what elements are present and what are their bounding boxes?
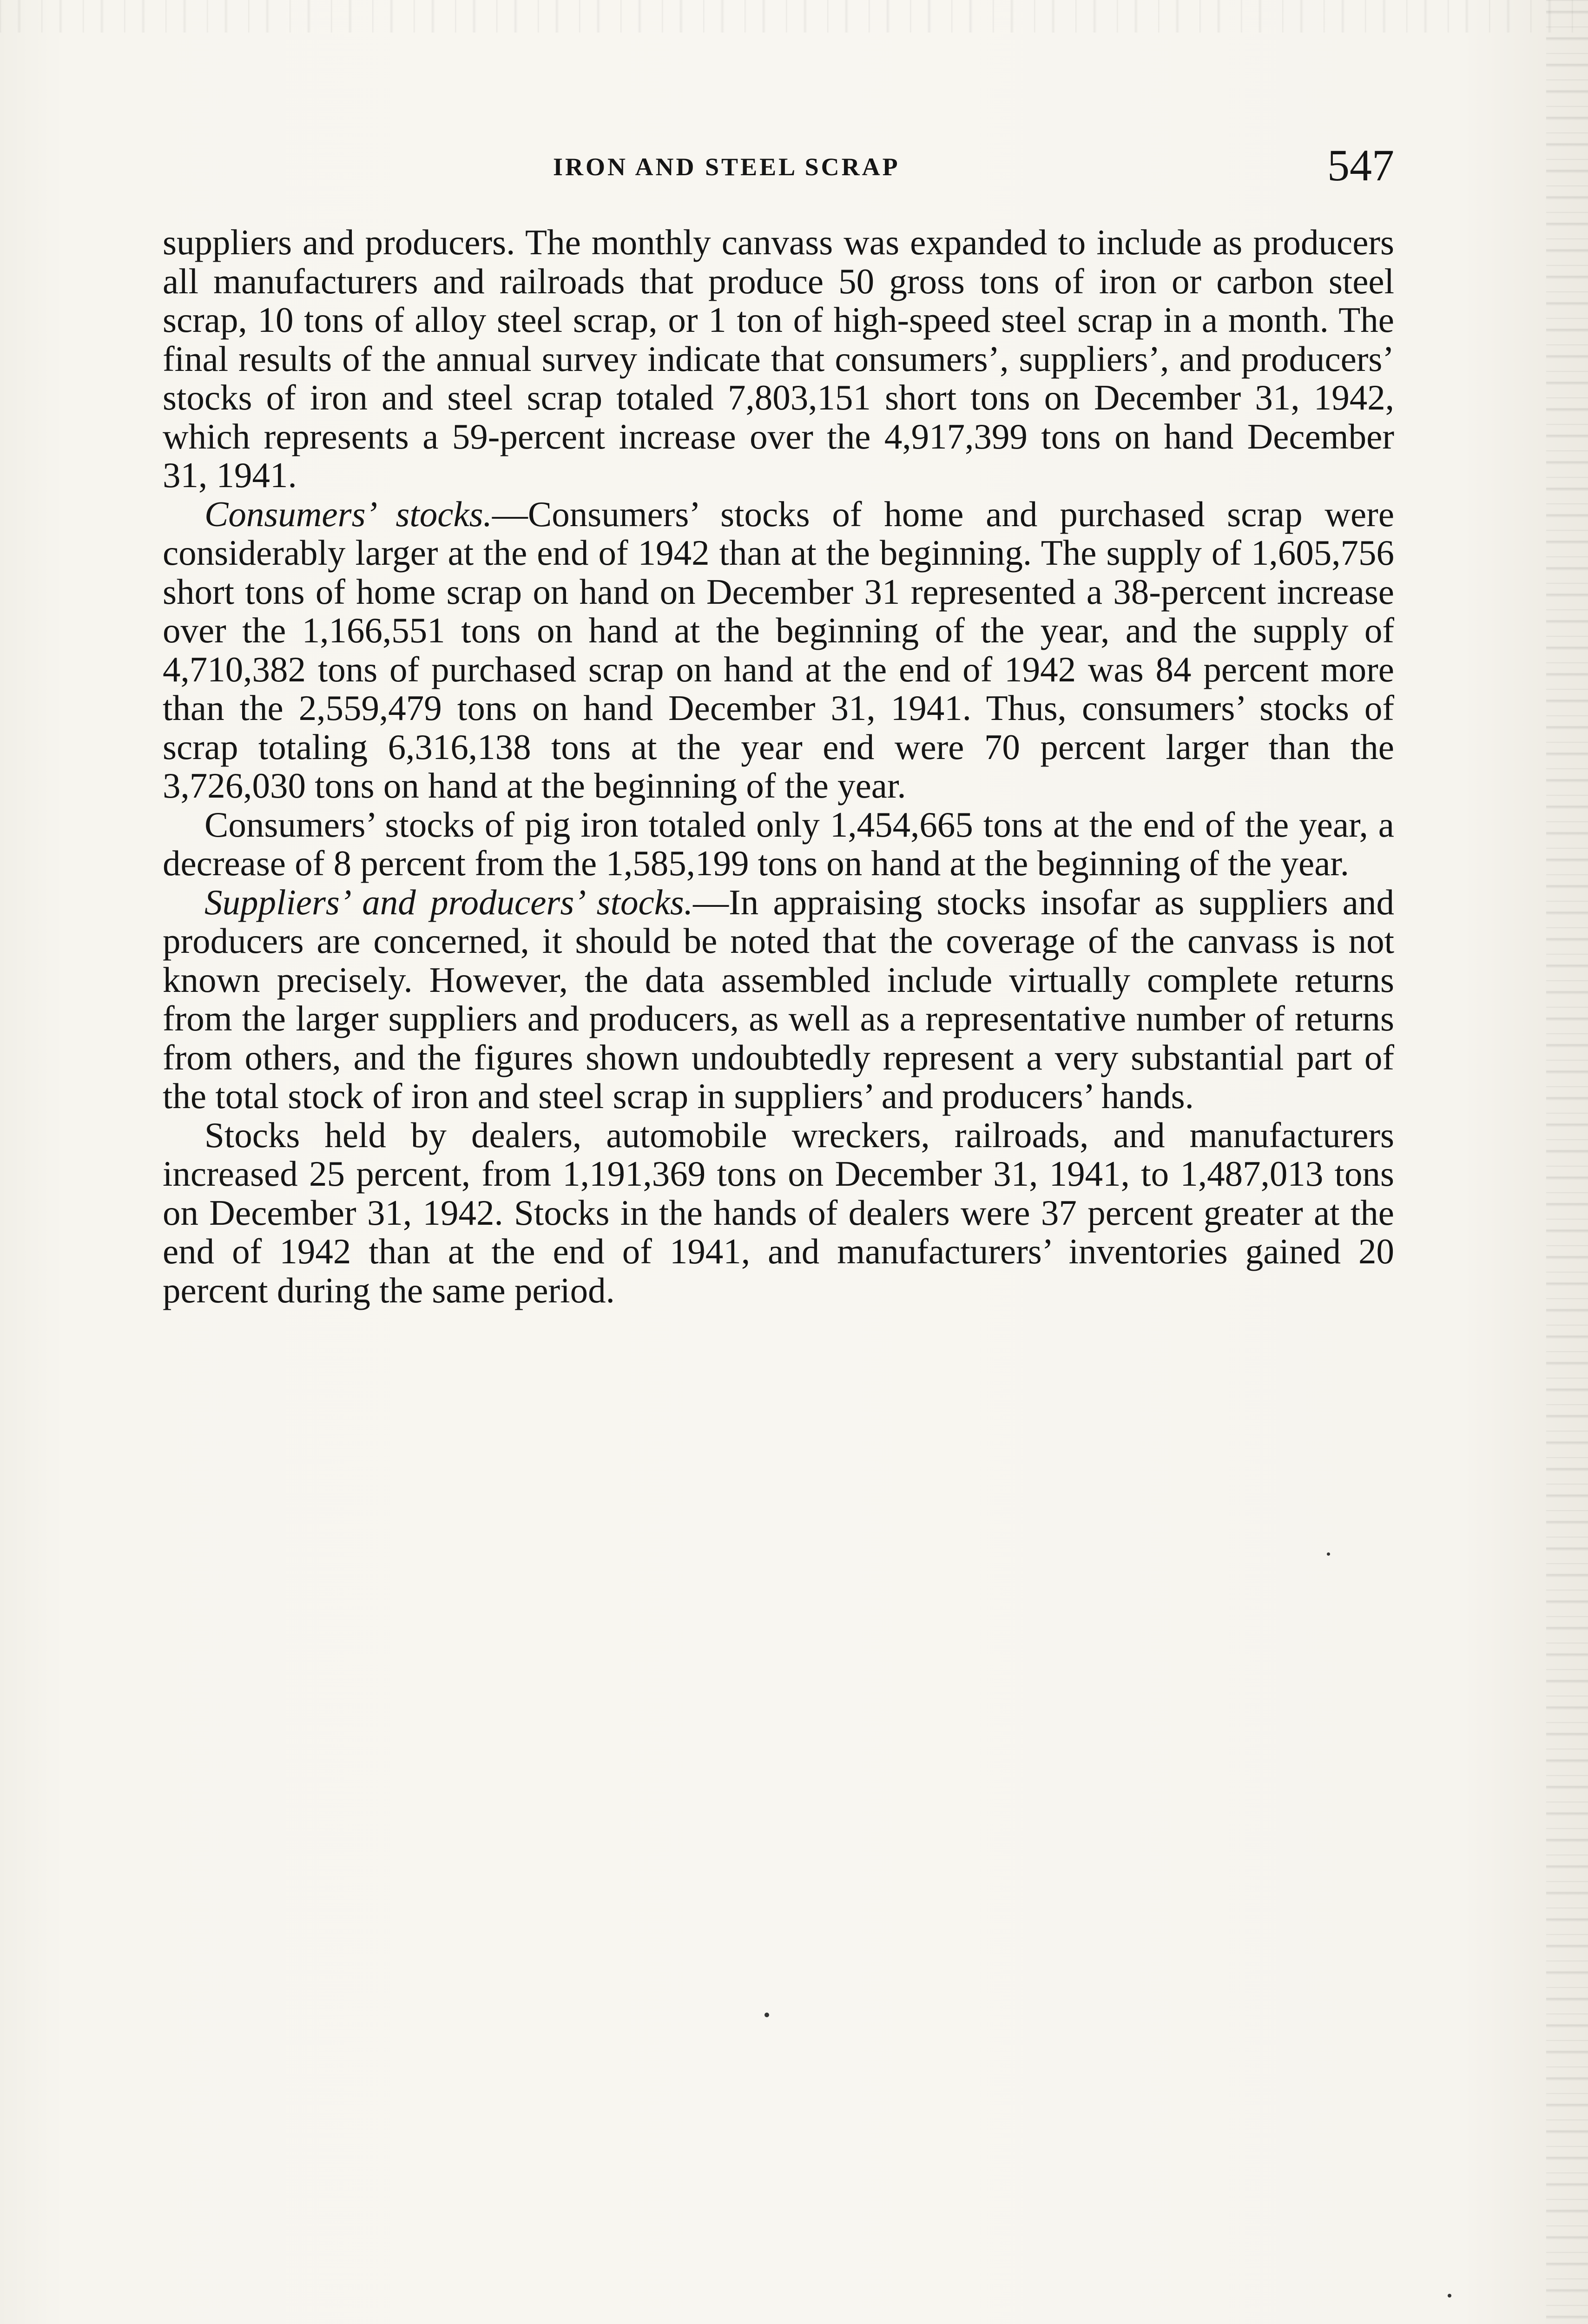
paragraph-2 [163, 495, 1394, 805]
paragraph-3-text: Consumers’ stocks of pig iron totaled only 1,454,665 tons at the end of the year, a decrease of 8 percent from the 1,585,199 tons on hand at the beginning of the year. [163, 804, 1394, 883]
scan-dust-speck [764, 2013, 769, 2017]
body-text [163, 223, 1394, 1310]
paragraph-5 [163, 1116, 1394, 1310]
scan-dust-speck [1327, 1552, 1330, 1556]
paragraph-4-text: —In appraising stocks insofar as suppliers and producers are concerned, it should be noted that the coverage of the canvass is not known precisely. However, the data assembled include virtually complete returns from the larger suppliers and producers, as well as a representative number of returns from others, and the figures shown undoubtedly represent a very substantial part of the total stock of iron and steel scrap in suppliers’ and producers’ hands. [163, 882, 1394, 1116]
paragraph-3 [163, 805, 1394, 883]
paragraph-2-heading: Consumers’ stocks. [204, 494, 492, 534]
paragraph-4-heading: Suppliers’ and producers’ stocks. [204, 882, 693, 922]
paragraph-5-text: Stocks held by dealers, automobile wreckers, railroads, and manufacturers increased 25 percent, from 1,191,369 tons on December 31, 1941, to 1,487,013 tons on December 31, 1942. Stocks in the hands of dealers were 37 percent greater at the end of 1942 than at the end of 1941, and manufacturers’ inventories gained 20 percent during the same period. [163, 1115, 1394, 1310]
page-header [163, 139, 1394, 191]
scan-noise-right-edge [1546, 0, 1588, 2324]
scan-dust-speck [1448, 2294, 1451, 2298]
page-number: 547 [1327, 140, 1394, 190]
paragraph-1-text: suppliers and producers. The monthly canvass was expanded to include as producers all manufacturers and railroads that produce 50 gross tons of iron or carbon steel scrap, 10 tons of alloy steel scrap, or 1 ton of high-speed steel scrap in a month. The final results of the annual survey indicate that consumers’, suppliers’, and producers’ stocks of iron and steel scrap totaled 7,803,151 short tons on December 31, 1942, which represents a 59-percent increase over the 4,917,399 tons on hand December 31, 1941. [163, 222, 1394, 495]
running-head: IRON AND STEEL SCRAP [553, 153, 900, 181]
paragraph-1 [163, 223, 1394, 495]
scan-noise-top [0, 0, 1588, 33]
paragraph-2-text: —Consumers’ stocks of home and purchased scrap were considerably larger at the end of 1942 than at the beginning. The supply of 1,605,756 short tons of home scrap on hand on December 31 represented a 38-percent increase over the 1,166,551 tons on hand at the beginning of the year, and the supply of 4,710,382 tons of purchased scrap on hand at the end of 1942 was 84 percent more than the 2,559,479 tons on hand December 31, 1941. Thus, consumers’ stocks of scrap totaling 6,316,138 tons at the year end were 70 percent larger than the 3,726,030 tons on hand at the beginning of the year. [163, 494, 1394, 805]
paragraph-4 [163, 883, 1394, 1116]
